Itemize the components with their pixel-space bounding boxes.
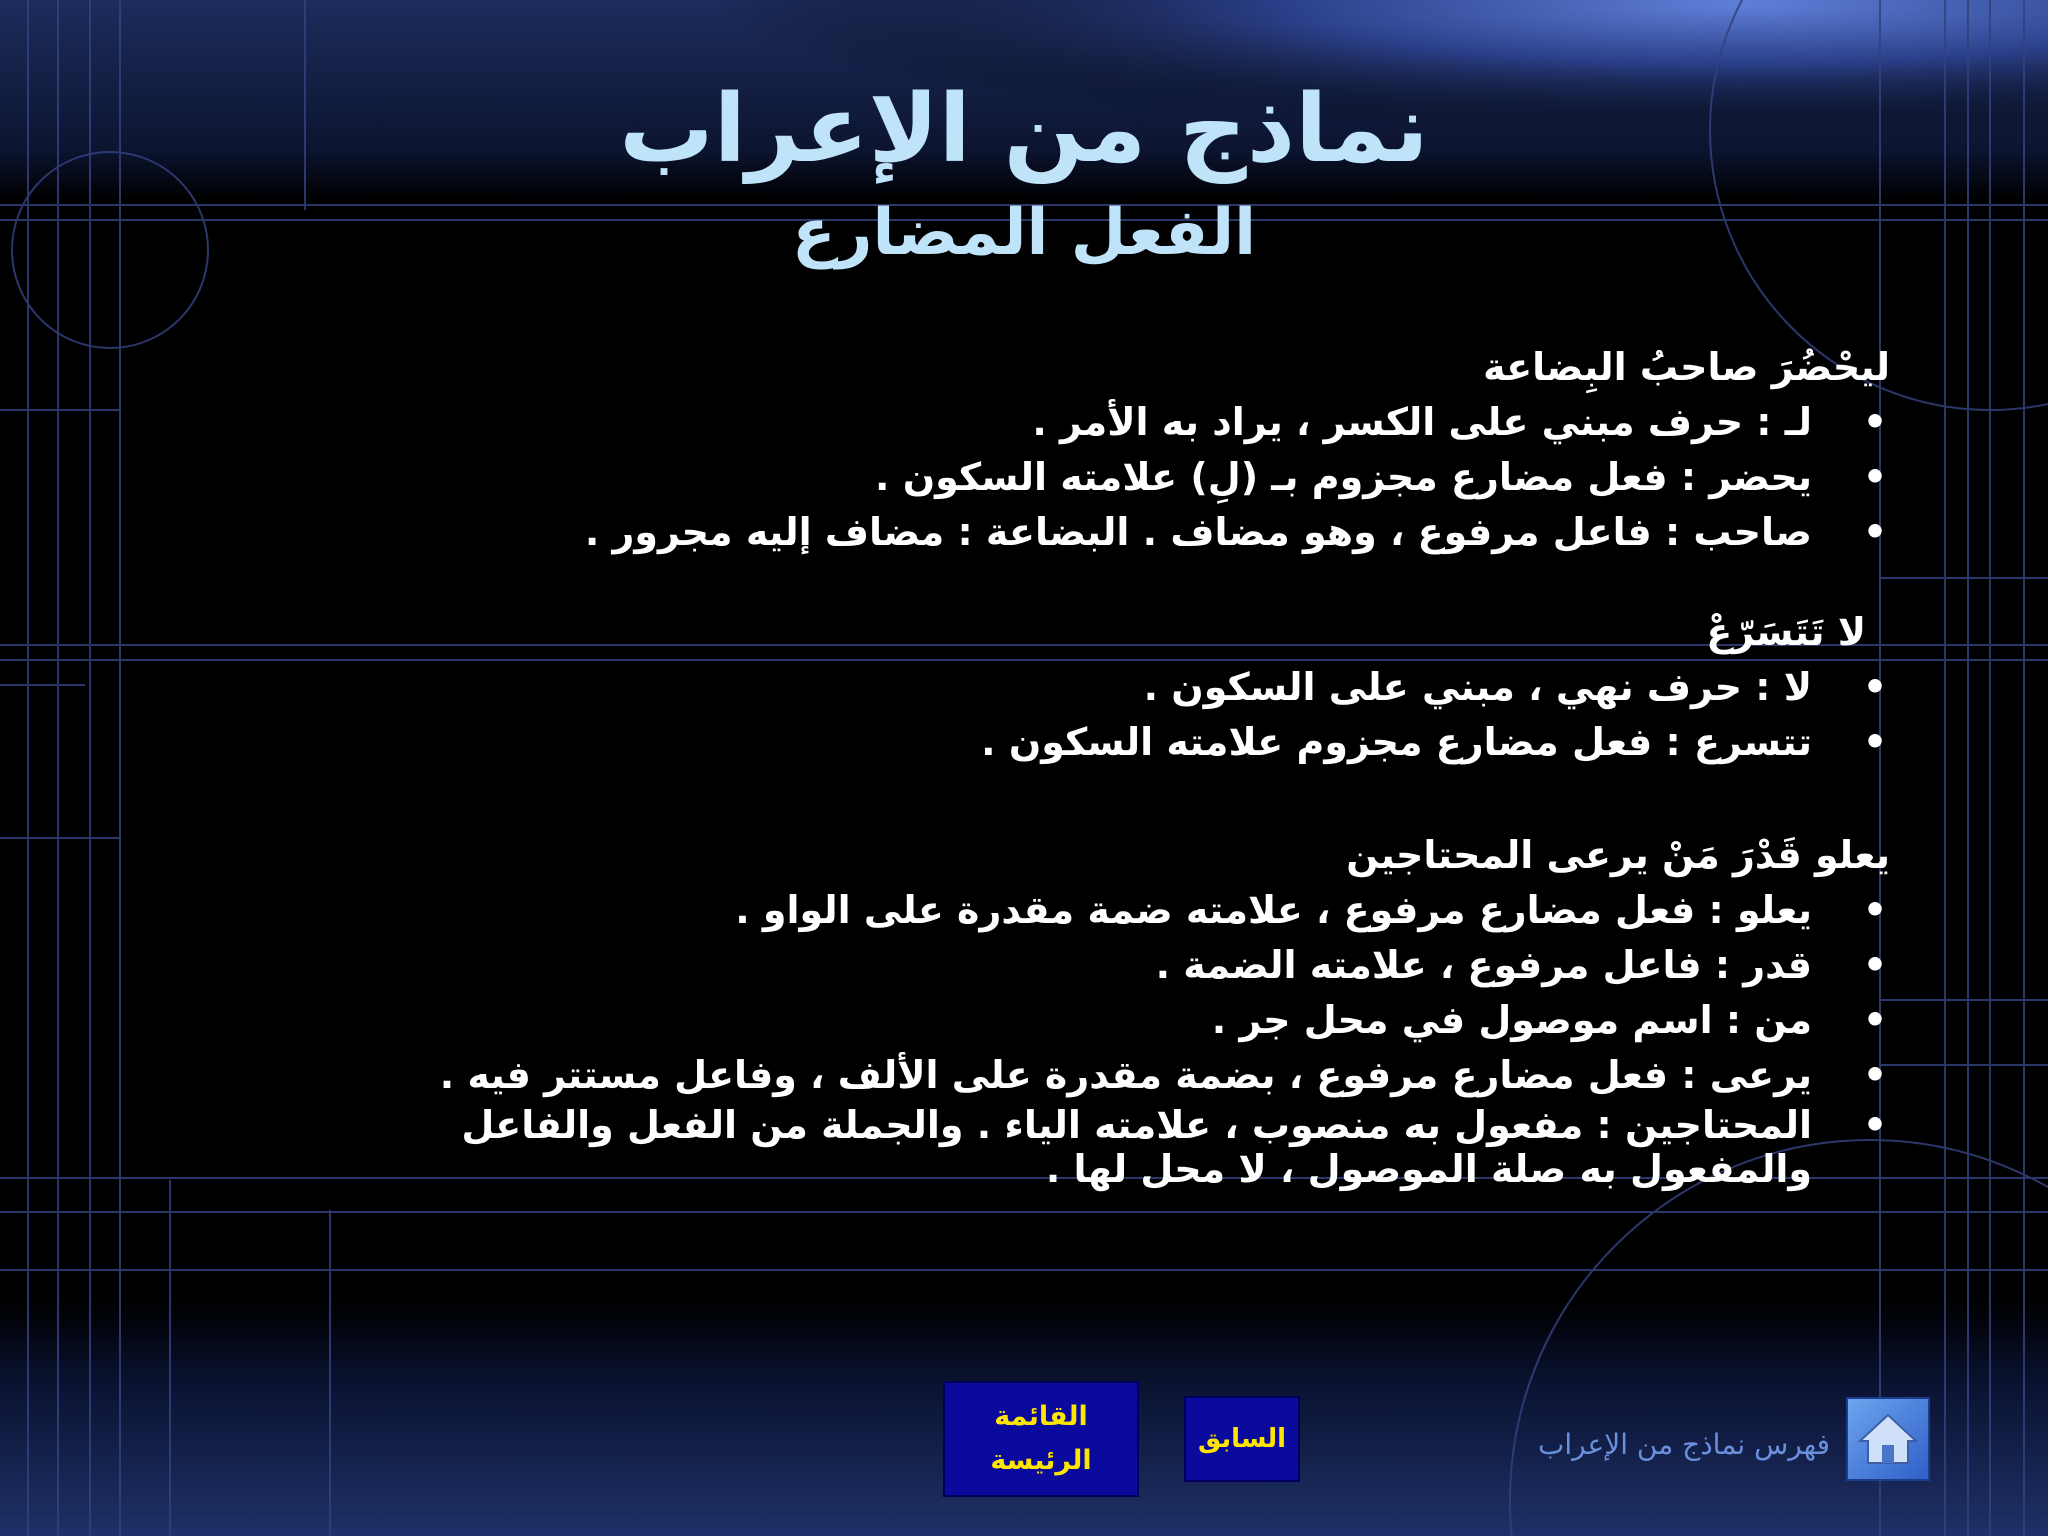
example-sentence: لا تَتَسَرّعْ [1706,610,1866,654]
slide-subtitle: الفعل المضارع [791,196,1257,270]
main-menu-button[interactable] [943,1381,1139,1497]
analysis-item: • لا : حرف نهي ، مبني على السكون . [981,660,1890,715]
analysis-item: • لـ : حرف مبني على الكسر ، يراد به الأمر . [585,395,1890,450]
example-section-1 [585,340,1890,560]
analysis-item: • تتسرع : فعل مضارع مجزوم علامته السكون . [981,715,1890,770]
example-sentence: ليحْضُرَ صاحبُ البِضاعة [1483,345,1890,389]
example-sentence: يعلو قَدْرَ مَنْ يرعى المحتاجين [1346,833,1890,877]
home-button[interactable] [1846,1397,1930,1481]
home-icon [1848,1399,1928,1479]
slide-title: نماذج من الإعراب [619,75,1429,184]
previous-label: السابق [1197,1424,1287,1454]
analysis-item: • قدر : فاعل مرفوع ، علامته الضمة . [312,938,1890,993]
analysis-item: • يحضر : فعل مضارع مجزوم بـ (لِ) علامته السكون . [585,450,1890,505]
analysis-item: • يعلو : فعل مضارع مرفوع ، علامته ضمة مقدرة على الواو . [312,883,1890,938]
example-section-2-items [981,660,1890,770]
main-menu-label-line1: القائمة [994,1401,1088,1432]
example-section-2 [1706,605,1866,660]
analysis-item: • من : اسم موصول في محل جر . [312,993,1890,1048]
analysis-item: • المحتاجين : مفعول به منصوب ، علامته الياء . والجملة من الفعل والفاعل والمفعول به صلة الموصول ، لا محل لها . [312,1103,1890,1191]
previous-button[interactable] [1184,1396,1300,1482]
example-section-3 [312,828,1890,1191]
index-link[interactable]: فهرس نماذج من الإعراب [1537,1428,1830,1461]
main-menu-label-line2: الرئيسة [990,1445,1092,1476]
analysis-item: • يرعى : فعل مضارع مرفوع ، بضمة مقدرة على الألف ، وفاعل مستتر فيه . [312,1048,1890,1103]
analysis-item: • صاحب : فاعل مرفوع ، وهو مضاف . البضاعة : مضاف إليه مجرور . [585,505,1890,560]
